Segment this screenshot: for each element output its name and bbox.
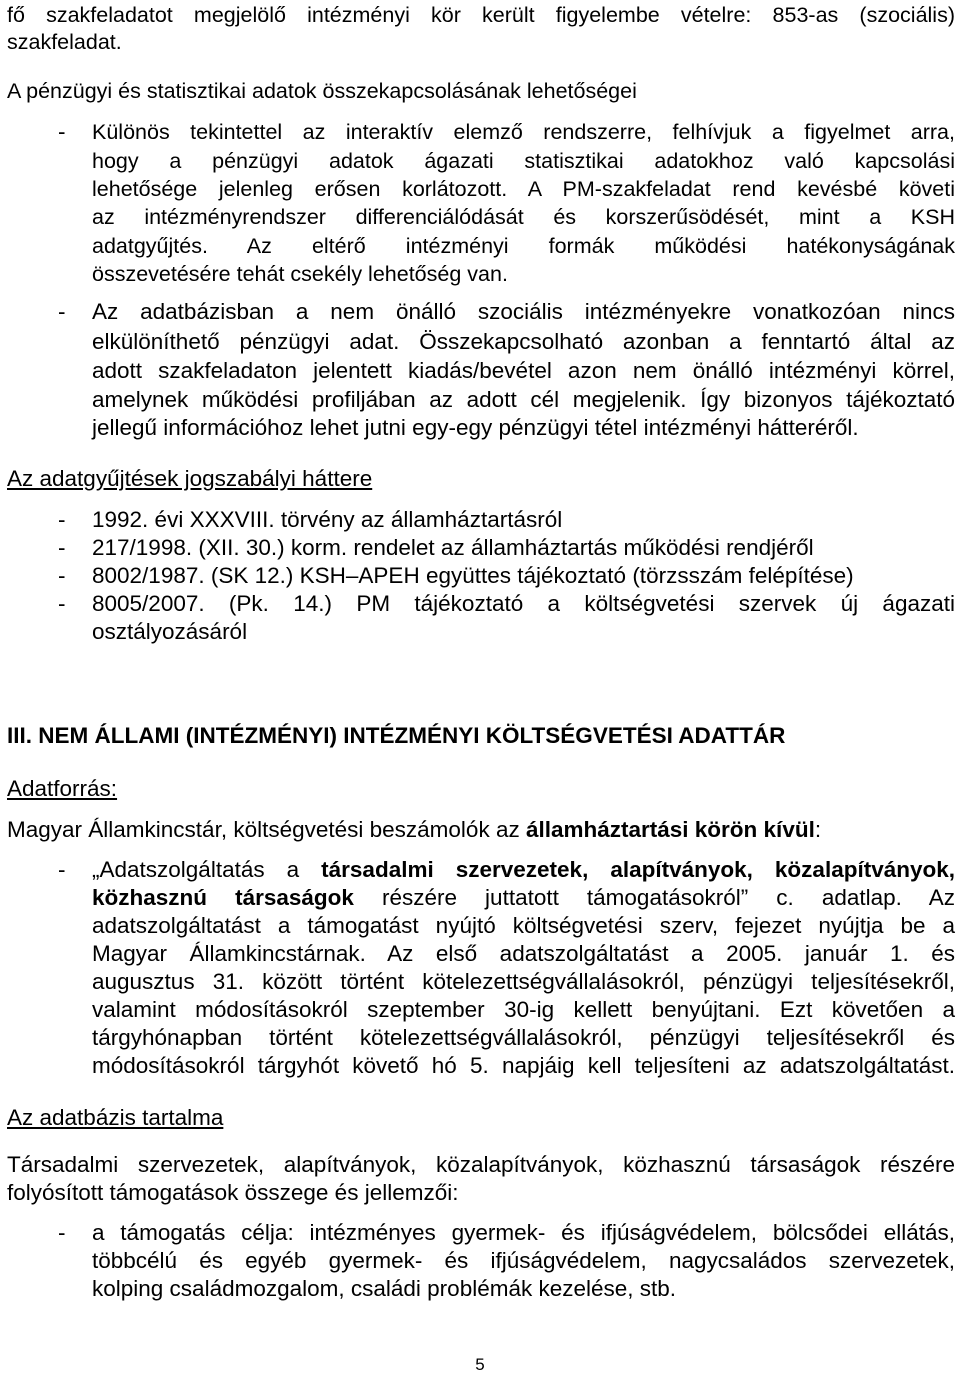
bullet-text: részére juttatott támogatásokról” c. adatlap. Az [353,885,955,910]
list-item: 8005/2007. (Pk. 14.) PM tájékoztató a költségvetési szervek új ágazati [92,591,955,616]
paragraph-line [92,855,955,885]
paragraph-line: Társadalmi szervezetek, alapítványok, közalapítványok, közhasznú társaságok részére [7,1152,955,1177]
bullet-dash: - [58,299,66,324]
paragraph-line: tárgyhónapban történt kötelezettségvállalásokról, pénzügyi teljesítésekről és [92,1025,955,1050]
paragraph-line: Az adatbázisban a nem önálló szociális intézményekre vonatkozóan nincs [92,299,955,324]
paragraph-line: többcélú és egyéb gyermek- és ifjúságvédelem, nagycsaládos szervezetek, [92,1248,955,1273]
source-bold: államháztartási körön kívül [525,817,815,842]
source-heading: Adatforrás: [7,776,118,801]
list-item: osztályozásáról [92,619,248,644]
bullet-dash: - [58,1220,66,1245]
paragraph-line: lehetősége jelenleg erősen korlátozott. A PM-szakfeladat rend kevésbé követi [92,177,955,201]
bullet-bold: közhasznú társaságok [92,885,354,910]
intro-line: fő szakfeladatot megjelölő intézményi kör került figyelembe vételre: 853-as (szociális) [7,3,955,27]
list-item: 217/1998. (XII. 30.) korm. rendelet az államháztartás működési rendjéről [92,535,814,560]
paragraph-line: kolping családmozgalom, családi problémák kezelése, stb. [92,1276,677,1301]
section-heading: Az adatgyűjtések jogszabályi háttere [7,466,373,491]
bullet-dash: - [58,507,66,532]
paragraph-line: adott szakfeladaton jelentett kiadás/bevétel azon nem önálló intézményi körrel, [92,358,955,383]
source-suffix: : [814,817,822,842]
source-prefix: Magyar Államkincstár, költségvetési beszámolók az [7,817,526,842]
bullet-dash: - [58,535,66,560]
source-line [7,815,955,845]
page-number: 5 [475,1355,485,1374]
intro-line: szakfeladat. [7,30,122,54]
bullet-dash: - [58,119,66,144]
paragraph-line: adatszolgáltatást a támogatást nyújtó költségvetési szerv, fejezet nyújtja be a [92,913,955,938]
paragraph-line: Magyar Államkincstárnak. Az első adatszolgáltatást a 2005. január 1. és [92,941,955,966]
paragraph-line: az intézményrendszer differenciálódását és korszerűsödését, mint a KSH [92,205,955,229]
list-item: 8002/1987. (SK 12.) KSH–APEH együttes tájékoztató (törzsszám felépítése) [92,563,854,588]
paragraph-line: valamint módosításokról szeptember 30-ig kellett benyújtani. Ezt követően a [92,997,955,1022]
paragraph-line: összevetésére tehát csekély lehetőség van. [92,262,508,286]
paragraph-line: módosításokról tárgyhót követő hó 5. napjáig kell teljesíteni az adatszolgáltatást. [92,1053,955,1078]
chapter-title: III. NEM ÁLLAMI (INTÉZMÉNYI) INTÉZMÉNYI KÖLTSÉGVETÉSI ADATTÁR [7,723,786,748]
paragraph-line: Különös tekintettel az interaktív elemző rendszerre, felhívjuk a figyelmet arra, [92,120,955,144]
paragraph-line: elkülöníthető pénzügyi adat. Összekapcsolható azonban a fenntartó által az [92,329,955,354]
bullet-dash: - [58,857,66,882]
paragraph-line: folyósított támogatások összege és jellemzői: [7,1180,459,1205]
paragraph-line [92,883,955,913]
section-heading: Az adatbázis tartalma [7,1105,224,1130]
paragraph-line: hogy a pénzügyi adatok ágazati statisztikai adatokhoz való kapcsolási [92,149,955,173]
paragraph-line: augusztus 31. között történt kötelezettségvállalásokról, pénzügyi teljesítésekről, [92,969,955,994]
list-item: 1992. évi XXXVIII. törvény az államháztartásról [92,507,563,532]
paragraph-line: adatgyűjtés. Az eltérő intézményi formák működési hatékonyságának [92,234,955,258]
paragraph-line: jellegű információhoz lehet jutni egy-egy pénzügyi tétel intézményi hátteréről. [92,415,859,440]
paragraph-line: a támogatás célja: intézményes gyermek- és ifjúságvédelem, bölcsődei ellátás, [92,1220,955,1245]
section-heading: A pénzügyi és statisztikai adatok összekapcsolásának lehetőségei [7,79,637,103]
bullet-dash: - [58,563,66,588]
paragraph-line: amelynek működési profiljában az adott cél megjelenik. Így bizonyos tájékoztató [92,387,955,412]
bullet-bold: társadalmi szervezetek, alapítványok, közalapítványok, [321,857,955,882]
bullet-text: „Adatszolgáltatás a [92,857,322,882]
bullet-dash: - [58,591,66,616]
